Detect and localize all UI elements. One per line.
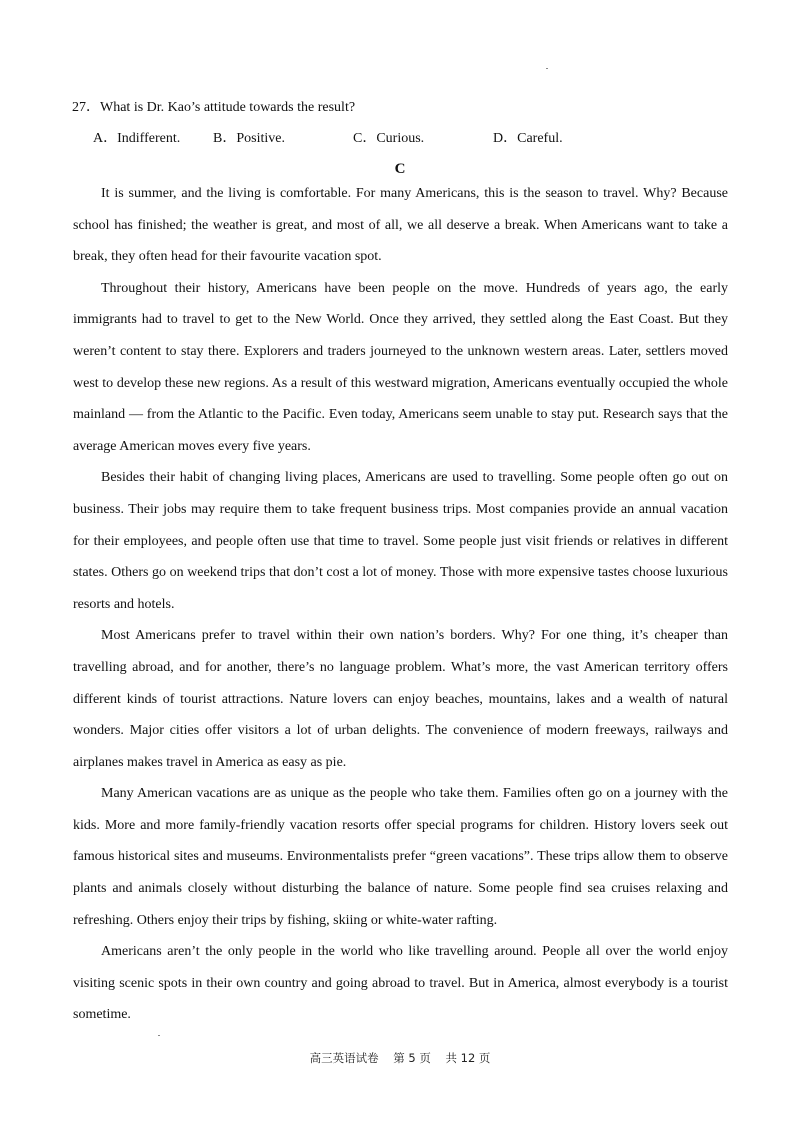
passage-heading: C [394,161,406,177]
scan-speck [158,1035,160,1036]
page-footer [0,1049,800,1067]
option-b[interactable] [213,129,285,149]
option-b-text: Positive. [236,131,285,146]
paragraph-1: It is summer, and the living is comfortable. For many Americans, this is the season to travel. Why? Because school has finished; the weather is great, and most of all, we all deserve a break. When Americans want to take a break, they often head for their favourite vacation spot. [73,186,728,265]
question-27 [72,98,355,118]
question-number: 27． [72,100,100,115]
paragraph-5: Many American vacations are as unique as the people who take them. Families often go on a journey with the kids. More and more family-friendly vacation resorts offer special programs for children. History lovers seek out famous historical sites and museums. Environmentalists prefer “green vacations”. These trips allow them to observe plants and animals closely without disturbing the balance of nature. Some people find sea cruises relaxing and refreshing. Others enjoy their trips by fishing, skiing or white-water rafting. [73,786,728,928]
paragraph-3: Besides their habit of changing living places, Americans are used to travelling. Some people often go out on business. Their jobs may require them to take frequent business trips. Most companies provide an annual vacation for their employees, and people often use that time to travel. Some people just visit friends or relatives in different states. Others go on weekend trips that don’t cost a lot of money. Those with more expensive tastes choose luxurious resorts and hotels. [73,470,728,612]
paragraph-2: Throughout their history, Americans have been people on the move. Hundreds of years ago, the early immigrants had to travel to get to the New World. Once they arrived, they settled along the East Coast. But they weren’t content to stay there. Explorers and traders journeyed to the unknown western areas. Later, settlers moved west to develop these new regions. As a result of this westward migration, Americans eventually occupied the whole mainland — from the Atlantic to the Pacific. Even today, Americans seem unable to stay put. Research says that the average American moves every five years. [73,280,728,454]
footer-subject: 高三英语试卷 [309,1051,379,1065]
option-c[interactable] [353,129,424,149]
footer-total-pages: 共 12 页 [445,1051,491,1065]
option-a-label: A． [93,131,118,146]
option-c-label: C． [353,131,377,146]
option-d-text: Careful. [517,131,563,146]
reading-passage [73,178,728,1031]
option-b-label: B． [213,131,237,146]
footer-page-number: 第 5 页 [393,1051,431,1065]
option-a[interactable] [93,129,180,149]
option-d-label: D． [493,131,518,146]
paragraph-6: Americans aren’t the only people in the world who like travelling around. People all over the world enjoy visiting scenic spots in their own country and going abroad to travel. But in America, almost everybody is a tourist sometime. [73,944,728,1023]
option-c-text: Curious. [376,131,425,146]
option-d[interactable] [493,129,563,149]
question-text: What is Dr. Kao’s attitude towards the result? [100,100,356,115]
option-a-text: Indifferent. [117,131,181,146]
paragraph-4: Most Americans prefer to travel within their own nation’s borders. Why? For one thing, it’s cheaper than travelling abroad, and for another, there’s no language problem. What’s more, the vast American territory offers different kinds of tourist attractions. Nature lovers can enjoy beaches, mountains, lakes and a wealth of natural wonders. Major cities offer visitors a lot of urban delights. The convenience of modern freeways, railways and airplanes makes travel in America as easy as pie. [73,628,728,770]
scan-speck [546,68,548,69]
